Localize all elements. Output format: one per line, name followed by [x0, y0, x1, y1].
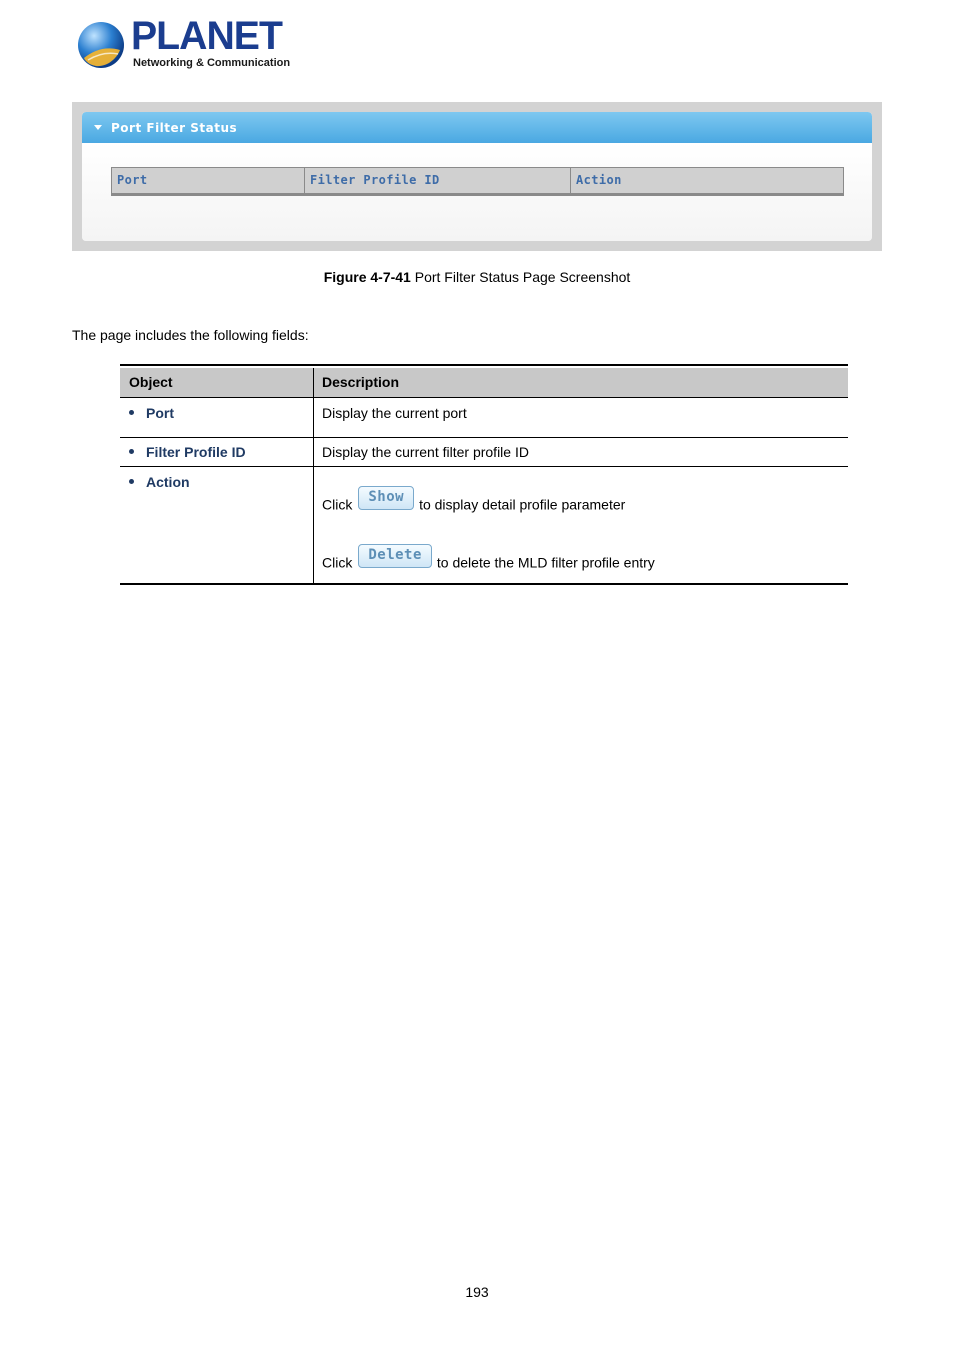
- column-filter-profile-id: Filter Profile ID: [305, 168, 571, 193]
- planet-logo: [76, 14, 291, 74]
- bullet-icon: [129, 410, 134, 415]
- globe-logo-icon: [76, 20, 126, 70]
- table-row: [120, 467, 848, 584]
- table-bottom-rule: [120, 583, 848, 585]
- delete-description: to delete the MLD filter profile entry: [436, 554, 655, 571]
- description-action-delete: [322, 547, 655, 576]
- figure-caption: [0, 269, 954, 285]
- header-description: Description: [322, 374, 400, 390]
- object-label: Action: [146, 474, 190, 490]
- figure-label: Figure 4-7-41: [323, 269, 411, 285]
- description-action-show: [322, 489, 626, 518]
- description-port: Display the current port: [322, 405, 467, 421]
- figure-text: Port Filter Status Page Screenshot: [410, 269, 631, 285]
- show-button[interactable]: Show: [358, 486, 414, 510]
- column-action: Action: [576, 173, 622, 187]
- bullet-icon: [129, 449, 134, 454]
- collapse-arrow-icon[interactable]: [94, 125, 102, 130]
- panel-title: Port Filter Status: [111, 121, 238, 135]
- table-row: [120, 398, 848, 438]
- show-description: to display detail profile parameter: [419, 496, 626, 513]
- column-port: Port: [112, 168, 305, 193]
- description-filter-profile-id: Display the current filter profile ID: [322, 444, 529, 460]
- panel-header[interactable]: [82, 112, 872, 143]
- object-action: [129, 474, 190, 490]
- object-port: [129, 405, 174, 421]
- port-filter-status-panel: [82, 112, 872, 241]
- panel-body: [82, 143, 872, 241]
- table-row: [120, 438, 848, 467]
- logo-wordmark: PLANET: [131, 14, 282, 58]
- status-table-header: [111, 167, 844, 196]
- object-filter-profile-id: [129, 444, 246, 460]
- logo-tagline: Networking & Communication: [133, 57, 291, 69]
- click-text: Click: [322, 554, 353, 571]
- bullet-icon: [129, 479, 134, 484]
- intro-text: The page includes the following fields:: [72, 327, 309, 343]
- table-top-rule: [120, 364, 848, 366]
- table-header-row: [120, 368, 848, 398]
- delete-button[interactable]: Delete: [358, 544, 432, 568]
- object-label: Filter Profile ID: [146, 444, 246, 460]
- object-label: Port: [146, 405, 174, 421]
- header-object: Object: [120, 368, 314, 397]
- screenshot-frame: [72, 102, 882, 251]
- click-text: Click: [322, 496, 353, 513]
- page-number: 193: [465, 1284, 489, 1300]
